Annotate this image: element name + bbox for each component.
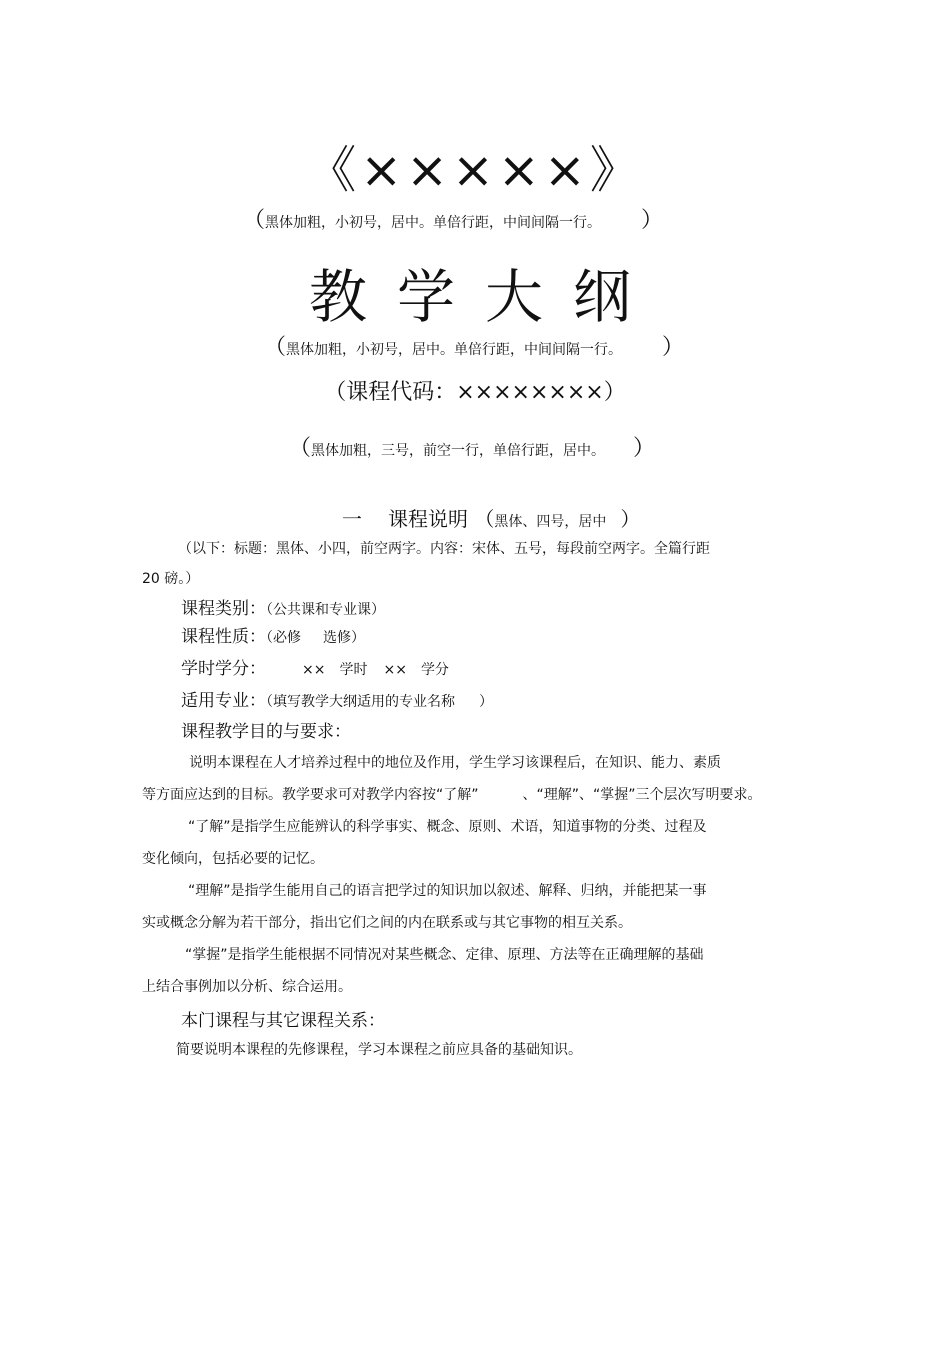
format-note-line2: 20 磅。） [142, 571, 200, 587]
paragraph-line: “掌握”是指学生能根据不同情况对某些概念、定律、原理、方法等在正确理解的基础 [185, 947, 704, 963]
document-title: 教学大纲 [308, 263, 661, 331]
course-name-heading: 《×××××》 [306, 141, 644, 199]
section-title: 课程说明 [388, 507, 468, 531]
course-name-note [243, 203, 663, 234]
relations-text: 简要说明本课程的先修课程，学习本课程之前应具备的基础知识。 [176, 1042, 582, 1058]
note-close-paren: ） [633, 436, 656, 461]
paragraph-line: “理解”是指学生能用自己的语言把学过的知识加以叙述、解释、归纳，并能把某一事 [188, 883, 707, 899]
field-value-close: ） [479, 694, 493, 710]
section-number: 一 [342, 507, 362, 531]
field-course-category [181, 594, 385, 619]
field-value: ×× [383, 662, 407, 678]
section-note-open: （ [474, 507, 495, 531]
field-value: ×× [302, 662, 326, 678]
note-close-paren: ） [662, 335, 685, 360]
field-label: 课程类别： [181, 599, 266, 619]
section-note-close: ） [620, 507, 641, 531]
paragraph-line: “了解”是指学生应能辨认的科学事实、概念、原则、术语，知道事物的分类、过程及 [188, 819, 707, 835]
paragraph-segment: 、“理解”、“掌握”三个层次写明要求。 [522, 787, 762, 803]
objectives-heading: 课程教学目的与要求： [181, 722, 351, 742]
paragraph-segment: 等方面应达到的目标。教学要求可对教学内容按“了解” [142, 787, 479, 803]
note-text: 黑体加粗，三号，前空一行，单倍行距，居中。 [311, 443, 606, 459]
field-value: 选修） [323, 630, 365, 646]
note-open-paren: （ [289, 436, 312, 461]
field-value: （公共课和专业课） [266, 602, 385, 618]
field-label: 适用专业： [181, 691, 266, 711]
field-label: 课程性质： [181, 627, 266, 647]
paragraph-line [142, 784, 762, 804]
title-note [264, 330, 684, 361]
paragraph-line: 说明本课程在人才培养过程中的地位及作用，学生学习该课程后，在知识、能力、素质 [189, 755, 721, 771]
course-code-note [289, 431, 655, 462]
relations-heading: 本门课程与其它课程关系： [181, 1011, 385, 1031]
field-value: （填写教学大纲适用的专业名称 [266, 694, 455, 710]
section-heading [342, 503, 640, 532]
course-code: （课程代码：××××××××） [324, 380, 626, 405]
paragraph-line: 上结合事例加以分析、综合运用。 [142, 979, 352, 995]
paragraph-line: 变化倾向，包括必要的记忆。 [142, 851, 324, 867]
field-value: 学分 [420, 662, 449, 678]
note-text: 黑体加粗，小初号，居中。单倍行距，中间间隔一行。 [286, 342, 623, 358]
field-hours-credits [181, 654, 449, 679]
field-value: 学时 [339, 662, 368, 678]
note-close-paren: ） [641, 208, 664, 233]
field-course-nature [181, 622, 365, 647]
field-label: 学时学分： [181, 659, 266, 679]
note-text: 黑体加粗，小初号，居中。单倍行距，中间间隔一行。 [265, 215, 602, 231]
paragraph-line: 实或概念分解为若干部分，指出它们之间的内在联系或与其它事物的相互关系。 [142, 915, 632, 931]
section-note: 黑体、四号，居中 [494, 514, 607, 530]
note-open-paren: （ [264, 335, 287, 360]
field-value: （必修 [266, 630, 301, 646]
format-note-line1: （以下：标题：黑体、小四，前空两字。内容：宋体、五号，每段前空两字。全篇行距 [178, 541, 710, 557]
field-applicable-major [181, 686, 493, 711]
note-open-paren: （ [243, 208, 266, 233]
